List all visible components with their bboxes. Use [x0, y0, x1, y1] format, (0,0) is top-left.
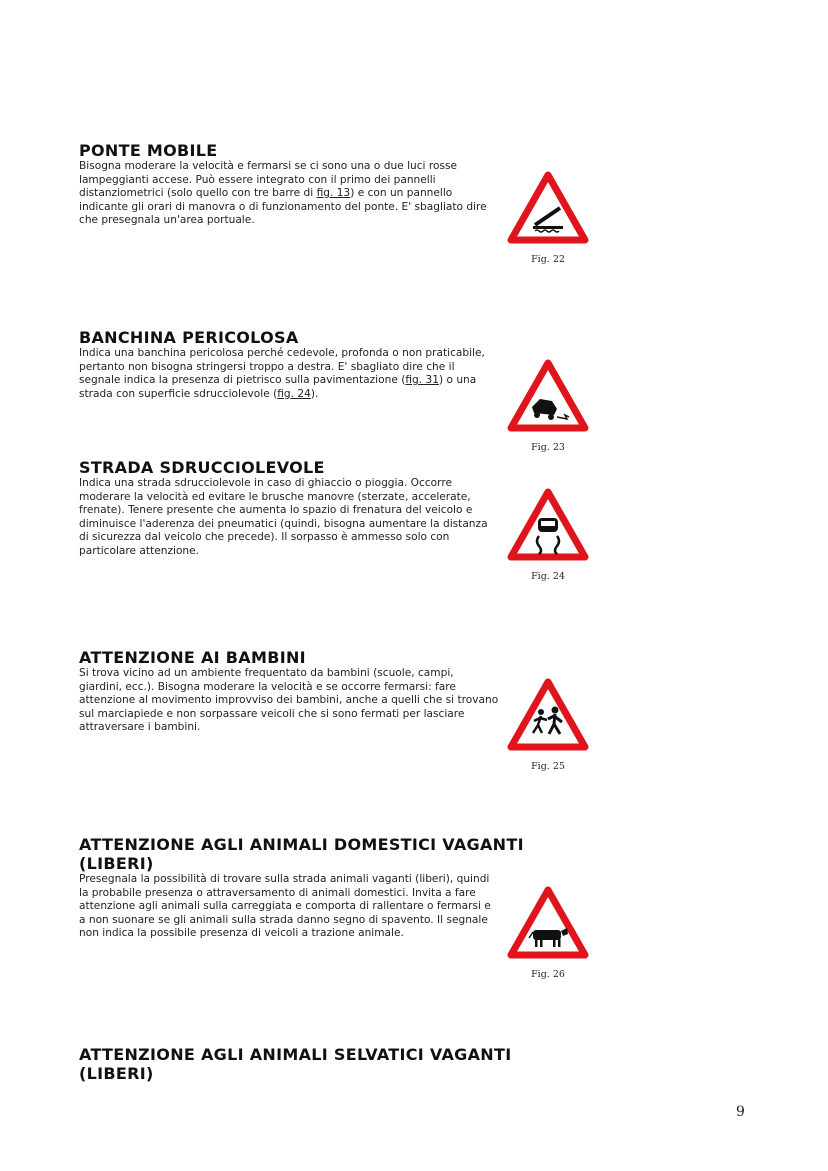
- section-title: ATTENZIONE AGLI ANIMALI DOMESTICI VAGANTI (LIBERI): [79, 835, 524, 873]
- skidding-car-icon: [507, 488, 589, 561]
- figure-24: [503, 488, 593, 582]
- fig-link[interactable]: fig. 31: [405, 374, 439, 386]
- figure-caption: Fig. 25: [531, 761, 565, 772]
- section-strada-sdrucciolevole: [79, 458, 499, 558]
- figure-caption: Fig. 26: [531, 969, 565, 980]
- section-title: ATTENZIONE AI BAMBINI: [79, 648, 306, 667]
- section-title: STRADA SDRUCCIOLEVOLE: [79, 458, 325, 477]
- section-animali-domestici: [79, 835, 524, 941]
- section-title: BANCHINA PERICOLOSA: [79, 328, 299, 347]
- children-icon: [507, 678, 589, 751]
- figure-caption: Fig. 22: [531, 254, 565, 265]
- fig-link[interactable]: fig. 13: [316, 187, 351, 199]
- section-title: PONTE MOBILE: [79, 141, 218, 160]
- section-text: Si trova vicino ad un ambiente frequentato da bambini (scuole, campi, giardini, ecc.). Bisogna moderare la velocità e se occorre fermarsi: fare attenzione al movimento improvviso dei bambini, anche a quelli che si trovano sul marciapiede e non sorpassare veicoli che si sono fermati per lasciare attraversare i bambini.: [79, 667, 499, 733]
- car-tilting-icon: [507, 359, 589, 432]
- figure-23: [503, 359, 593, 453]
- section-title: ATTENZIONE AGLI ANIMALI SELVATICI VAGANTI (LIBERI): [79, 1045, 512, 1083]
- page-number: 9: [736, 1104, 745, 1120]
- figure-caption: Fig. 24: [531, 571, 565, 582]
- bridge-icon: [507, 171, 589, 244]
- figure-22: [503, 171, 593, 265]
- section-text: Indica una banchina pericolosa perché cedevole, profonda o non praticabile, pertanto non bisogna stringersi troppo a destra. E' sbagliato dire che il segnale indica la presenza di pietrisco sulla pavimentazione (fig. 31) o una strada con superficie sdrucciolevole (fig. 24).: [79, 347, 485, 400]
- section-ponte-mobile: [79, 141, 499, 228]
- section-text: Presegnala la possibilità di trovare sulla strada animali vaganti (liberi), quindi la probabile presenza o attraversamento di animali domestici. Invita a fare attenzione agli animali sulla carreggiata e comporta di rallentare o fermarsi e a non suonare se gli animali sulla strada danno segno di spavento. Il segnale non indica la possibile presenza di veicoli a trazione animale.: [79, 873, 491, 939]
- section-attenzione-bambini: [79, 648, 499, 735]
- figure-26: [503, 886, 593, 980]
- cow-icon: [507, 886, 589, 959]
- section-animali-selvatici: [79, 1045, 512, 1083]
- figure-25: [503, 678, 593, 772]
- section-text: Bisogna moderare la velocità e fermarsi se ci sono una o due luci rosse lampeggianti accese. Può essere integrato con il primo dei pannelli distanziometrici (solo quello con tre barre di fig. 13) e con un pannello indicante gli orari di manovra o di funzionamento del ponte. E' sbagliato dire che presegnala un'area portuale.: [79, 160, 487, 226]
- fig-link[interactable]: fig. 24: [277, 387, 311, 400]
- section-banchina-pericolosa: [79, 328, 499, 401]
- figure-caption: Fig. 23: [531, 442, 565, 453]
- section-text: Indica una strada sdrucciolevole in caso di ghiaccio o pioggia. Occorre moderare la velocità ed evitare le brusche manovre (sterzate, accelerate, frenate). Tenere presente che aumenta lo spazio di frenatura del veicolo e diminuisce l'aderenza dei pneumatici (quindi, bisogna aumentare la distanza di sicurezza dal veicolo che precede). Il sorpasso è ammesso solo con particolare attenzione.: [79, 477, 488, 557]
